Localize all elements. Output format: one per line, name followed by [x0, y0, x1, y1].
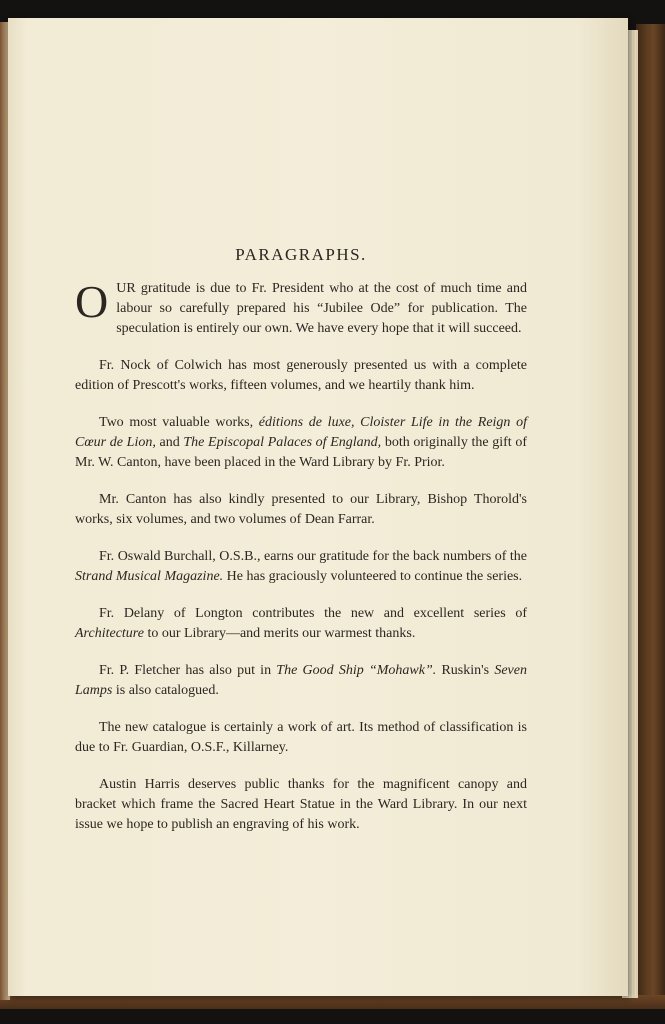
italic-title: The Good Ship “Mohawk”.	[276, 663, 437, 678]
book-cover-bottom	[0, 995, 665, 1009]
paragraph-canton-gift	[75, 413, 527, 473]
drop-cap: O	[75, 276, 109, 327]
small-caps-opening: UR	[116, 281, 136, 296]
text-run: Ruskin's	[436, 663, 495, 678]
text-run: and	[155, 435, 184, 450]
text-run: Fr. Delany of Longton contributes the new and excellent series of	[99, 606, 527, 621]
italic-title: Architecture	[75, 626, 144, 641]
text-run: both originally the gift of Mr. W. Canton, have been placed in the Ward Library by Fr. Prior.	[75, 435, 528, 470]
page-heading: PARAGRAPHS.	[235, 245, 367, 264]
book-cover-edge	[636, 24, 665, 1009]
paragraph-catalogue: The new catalogue is certainly a work of art. Its method of classification is due to Fr. Guardian, O.S.F., Killarney.	[75, 720, 527, 755]
paragraph-nock: Fr. Nock of Colwich has most generously presented us with a complete edition of Prescott's works, fifteen volumes, and we heartily thank him.	[75, 358, 527, 393]
italic-title: Seven Lamps	[75, 663, 527, 698]
paragraph-burchall	[75, 547, 527, 587]
text-run: is also catalogued.	[112, 683, 219, 698]
text-run: He has graciously volunteered to continue the series.	[223, 569, 523, 584]
page-content	[75, 245, 527, 852]
paragraph-delany	[75, 604, 527, 644]
text-run: Two most valuable works,	[99, 415, 259, 430]
text-run: Fr. Oswald Burchall, O.S.B., earns our gratitude for the back numbers of the	[99, 549, 527, 564]
paragraph-canton-thorold: Mr. Canton has also kindly presented to our Library, Bishop Thorold's works, six volumes, and two volumes of Dean Farrar.	[75, 492, 527, 527]
text-run: to our Library—and merits our warmest thanks.	[143, 626, 416, 641]
italic-title: The Episcopal Palaces of England,	[183, 435, 382, 450]
text-run: Fr. P. Fletcher has also put in	[99, 663, 277, 678]
paragraph-gratitude	[75, 276, 527, 339]
paragraph-fletcher	[75, 661, 527, 701]
paragraph-harris: Austin Harris deserves public thanks for the magnificent canopy and bracket which frame the Sacred Heart Statue in the Ward Library. In our next issue we hope to publish an engraving of his work.	[75, 777, 527, 832]
italic-title: éditions de luxe, Cloister Life in the Reign of Cœur de Lion,	[75, 415, 528, 450]
italic-title: Strand Musical Magazine.	[75, 569, 224, 584]
paragraph-text: gratitude is due to Fr. President who at the cost of much time and labour so carefully prepared his “Jubilee Ode” for publication. The speculation is entirely our own. We have every hope that it will succeed.	[116, 281, 527, 336]
